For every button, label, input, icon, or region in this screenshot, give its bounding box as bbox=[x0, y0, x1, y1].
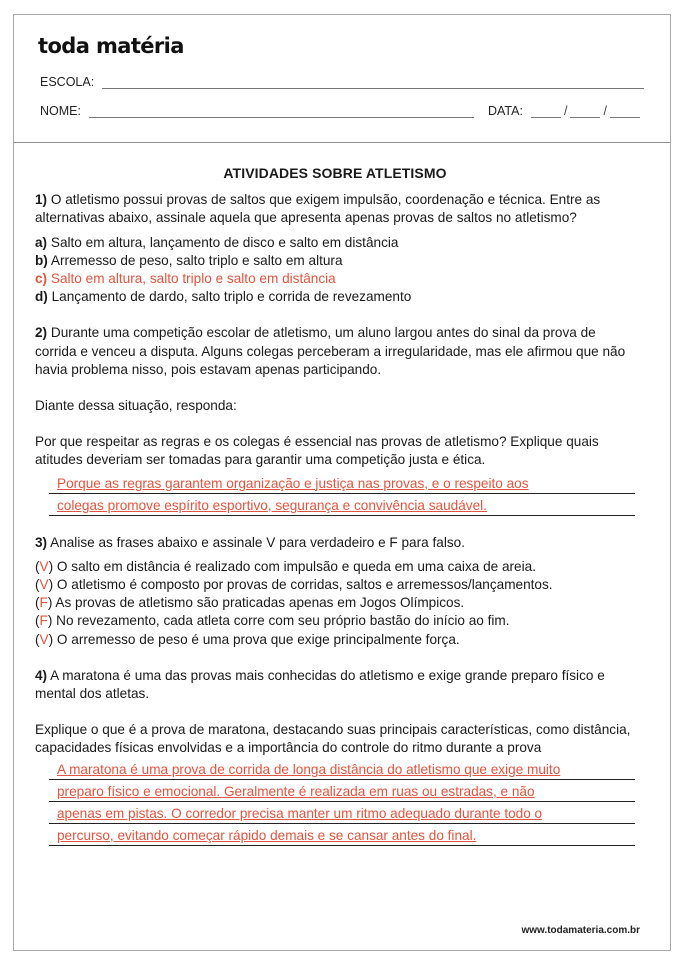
true-false-item[interactable]: (V) O atletismo é composto por provas de corridas, saltos e arremessos/lançamentos. bbox=[35, 577, 553, 593]
answer-line[interactable]: A maratona é uma prova de corrida de longa distância do atletismo que exige muito bbox=[49, 760, 635, 780]
question-1 bbox=[35, 191, 635, 306]
question-3-text: 3) Analise as frases abaixo e assinale V para verdadeiro e F para falso. bbox=[35, 534, 465, 550]
true-false-item[interactable]: (V) O arremesso de peso é uma prova que exige principalmente força. bbox=[35, 631, 460, 647]
question-1-text: 1) O atletismo possui provas de saltos que exigem impulsão, coordenação e técnica. Entre as alternativas abaixo, assinale aquela que apresenta apenas provas de saltos no atletismo? bbox=[35, 192, 601, 226]
footer-url: www.todamateria.com.br bbox=[521, 925, 640, 936]
nome-data-row bbox=[40, 104, 644, 118]
question-4-text: 4) A maratona é uma das provas mais conhecidas do atletismo e exige grande preparo físico e mental dos atletas. bbox=[35, 667, 605, 702]
tf-mark[interactable]: F bbox=[39, 595, 48, 611]
logo: toda matéria bbox=[38, 34, 184, 58]
question-2-text: 2) Durante uma competição escolar de atletismo, um aluno largou antes do sinal da prova de corrida e venceu a disputa. Alguns colegas perceberam a irregularidade, mas ele afirmou que não havia problema nisso, pois estavam apenas participando. bbox=[35, 325, 626, 377]
question-2 bbox=[35, 324, 635, 515]
date-separator: / bbox=[563, 104, 568, 118]
date-day-line[interactable] bbox=[531, 105, 561, 118]
escola-label: ESCOLA: bbox=[40, 75, 95, 89]
data-label: DATA: bbox=[487, 104, 523, 118]
question-3 bbox=[35, 534, 635, 649]
answer-line[interactable]: colegas promove espírito esportivo, segurança e convivência saudável. bbox=[49, 496, 635, 516]
true-false-item[interactable]: (F) No revezamento, cada atleta corre com seu próprio bastão do início ao fim. bbox=[35, 613, 510, 629]
answer-line[interactable]: apenas em pistas. O corredor precisa manter um ritmo adequado durante todo o bbox=[49, 804, 635, 824]
nome-input-line[interactable] bbox=[89, 105, 474, 118]
answer-line[interactable]: preparo físico e emocional. Geralmente é realizada em ruas ou estradas, e não bbox=[49, 782, 635, 802]
date-year-line[interactable] bbox=[610, 105, 640, 118]
escola-input-line[interactable] bbox=[102, 76, 644, 89]
true-false-item[interactable]: (F) As provas de atletismo são praticadas apenas em Jogos Olímpicos. bbox=[35, 595, 465, 611]
page-title: ATIVIDADES SOBRE ATLETISMO bbox=[223, 165, 447, 181]
tf-mark[interactable]: V bbox=[39, 631, 49, 647]
question-4 bbox=[35, 667, 635, 846]
option-d[interactable]: d) Lançamento de dardo, salto triplo e corrida de revezamento bbox=[35, 289, 412, 305]
tf-mark[interactable]: F bbox=[39, 613, 48, 629]
nome-label: NOME: bbox=[40, 104, 81, 118]
worksheet-header bbox=[14, 15, 670, 143]
true-false-item[interactable]: (V) O salto em distância é realizado com impulsão e queda em uma caixa de areia. bbox=[35, 558, 536, 574]
tf-mark[interactable]: V bbox=[39, 577, 49, 593]
escola-field bbox=[40, 75, 644, 89]
question-2-prompt: Diante dessa situação, responda: bbox=[35, 398, 237, 414]
question-2-question: Por que respeitar as regras e os colegas é essencial nas provas de atletismo? Explique quais atitudes deveriam ser tomadas para garantir uma competição justa e ética. bbox=[35, 434, 599, 468]
date-separator: / bbox=[603, 104, 607, 118]
option-c-correct[interactable]: c) Salto em altura, salto triplo e salto em distância bbox=[35, 271, 336, 287]
answer-line[interactable]: Porque as regras garantem organização e justiça nas provas, e o respeito aos bbox=[49, 474, 635, 494]
option-b[interactable]: b) Arremesso de peso, salto triplo e salto em altura bbox=[35, 252, 343, 268]
tf-mark[interactable]: V bbox=[39, 558, 49, 574]
worksheet-content bbox=[35, 164, 635, 846]
option-a[interactable]: a) Salto em altura, lançamento de disco e salto em distância bbox=[35, 234, 399, 250]
date-month-line[interactable] bbox=[570, 105, 600, 118]
answer-line[interactable]: percurso, evitando começar rápido demais e se cansar antes do final. bbox=[49, 826, 635, 846]
question-4-question: Explique o que é a prova de maratona, destacando suas principais características, como distância, capacidades físicas envolvidas e a importância do controle do ritmo durante a prova bbox=[35, 722, 631, 756]
